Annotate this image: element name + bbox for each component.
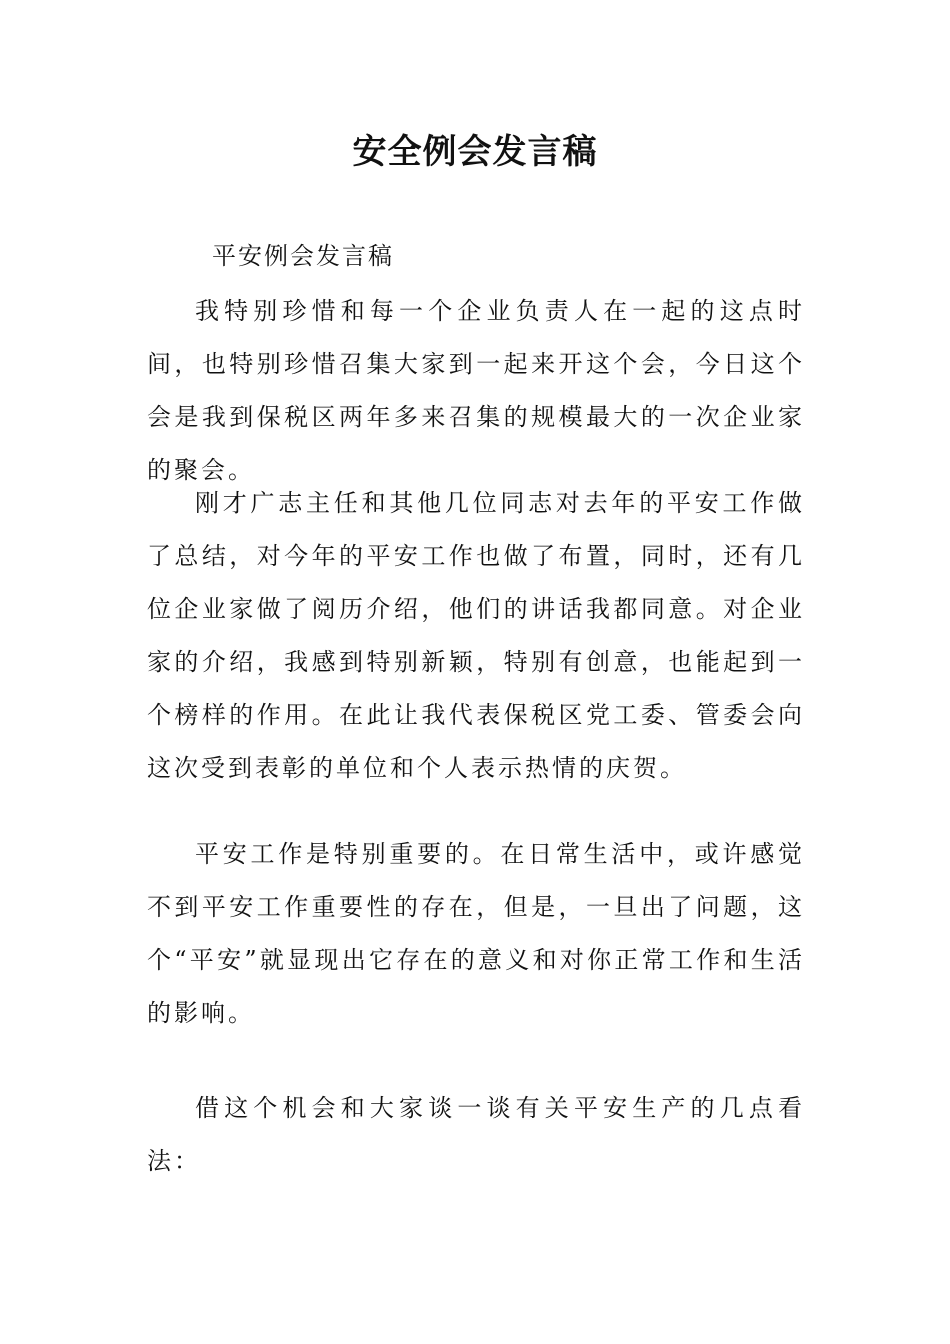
paragraph-3: 平安工作是特别重要的。在日常生活中，或许感觉不到平安工作重要性的存在，但是，一旦出了问题，这个“平安”就显现出它存在的意义和对你正常工作和生活的影响。 [147, 840, 805, 1027]
paragraph-2: 刚才广志主任和其他几位同志对去年的平安工作做了总结，对今年的平安工作也做了布置，同时，还有几位企业家做了阅历介绍，他们的讲话我都同意。对企业家的介绍，我感到特别新颖，特别有创意，也能起到一个榜样的作用。在此让我代表保税区党工委、管委会向这次受到表彰的单位和个人表示热情的庆贺。 [147, 489, 805, 782]
paragraph-1: 我特别珍惜和每一个企业负责人在一起的这点时间，也特别珍惜召集大家到一起来开这个会，今日这个会是我到保税区两年多来召集的规模最大的一次企业家的聚会。 [147, 297, 805, 484]
paragraph-4: 借这个机会和大家谈一谈有关平安生产的几点看法： [147, 1094, 805, 1175]
document-subtitle: 平安例会发言稿 [212, 242, 394, 270]
document-title: 安全例会发言稿 [352, 132, 598, 172]
